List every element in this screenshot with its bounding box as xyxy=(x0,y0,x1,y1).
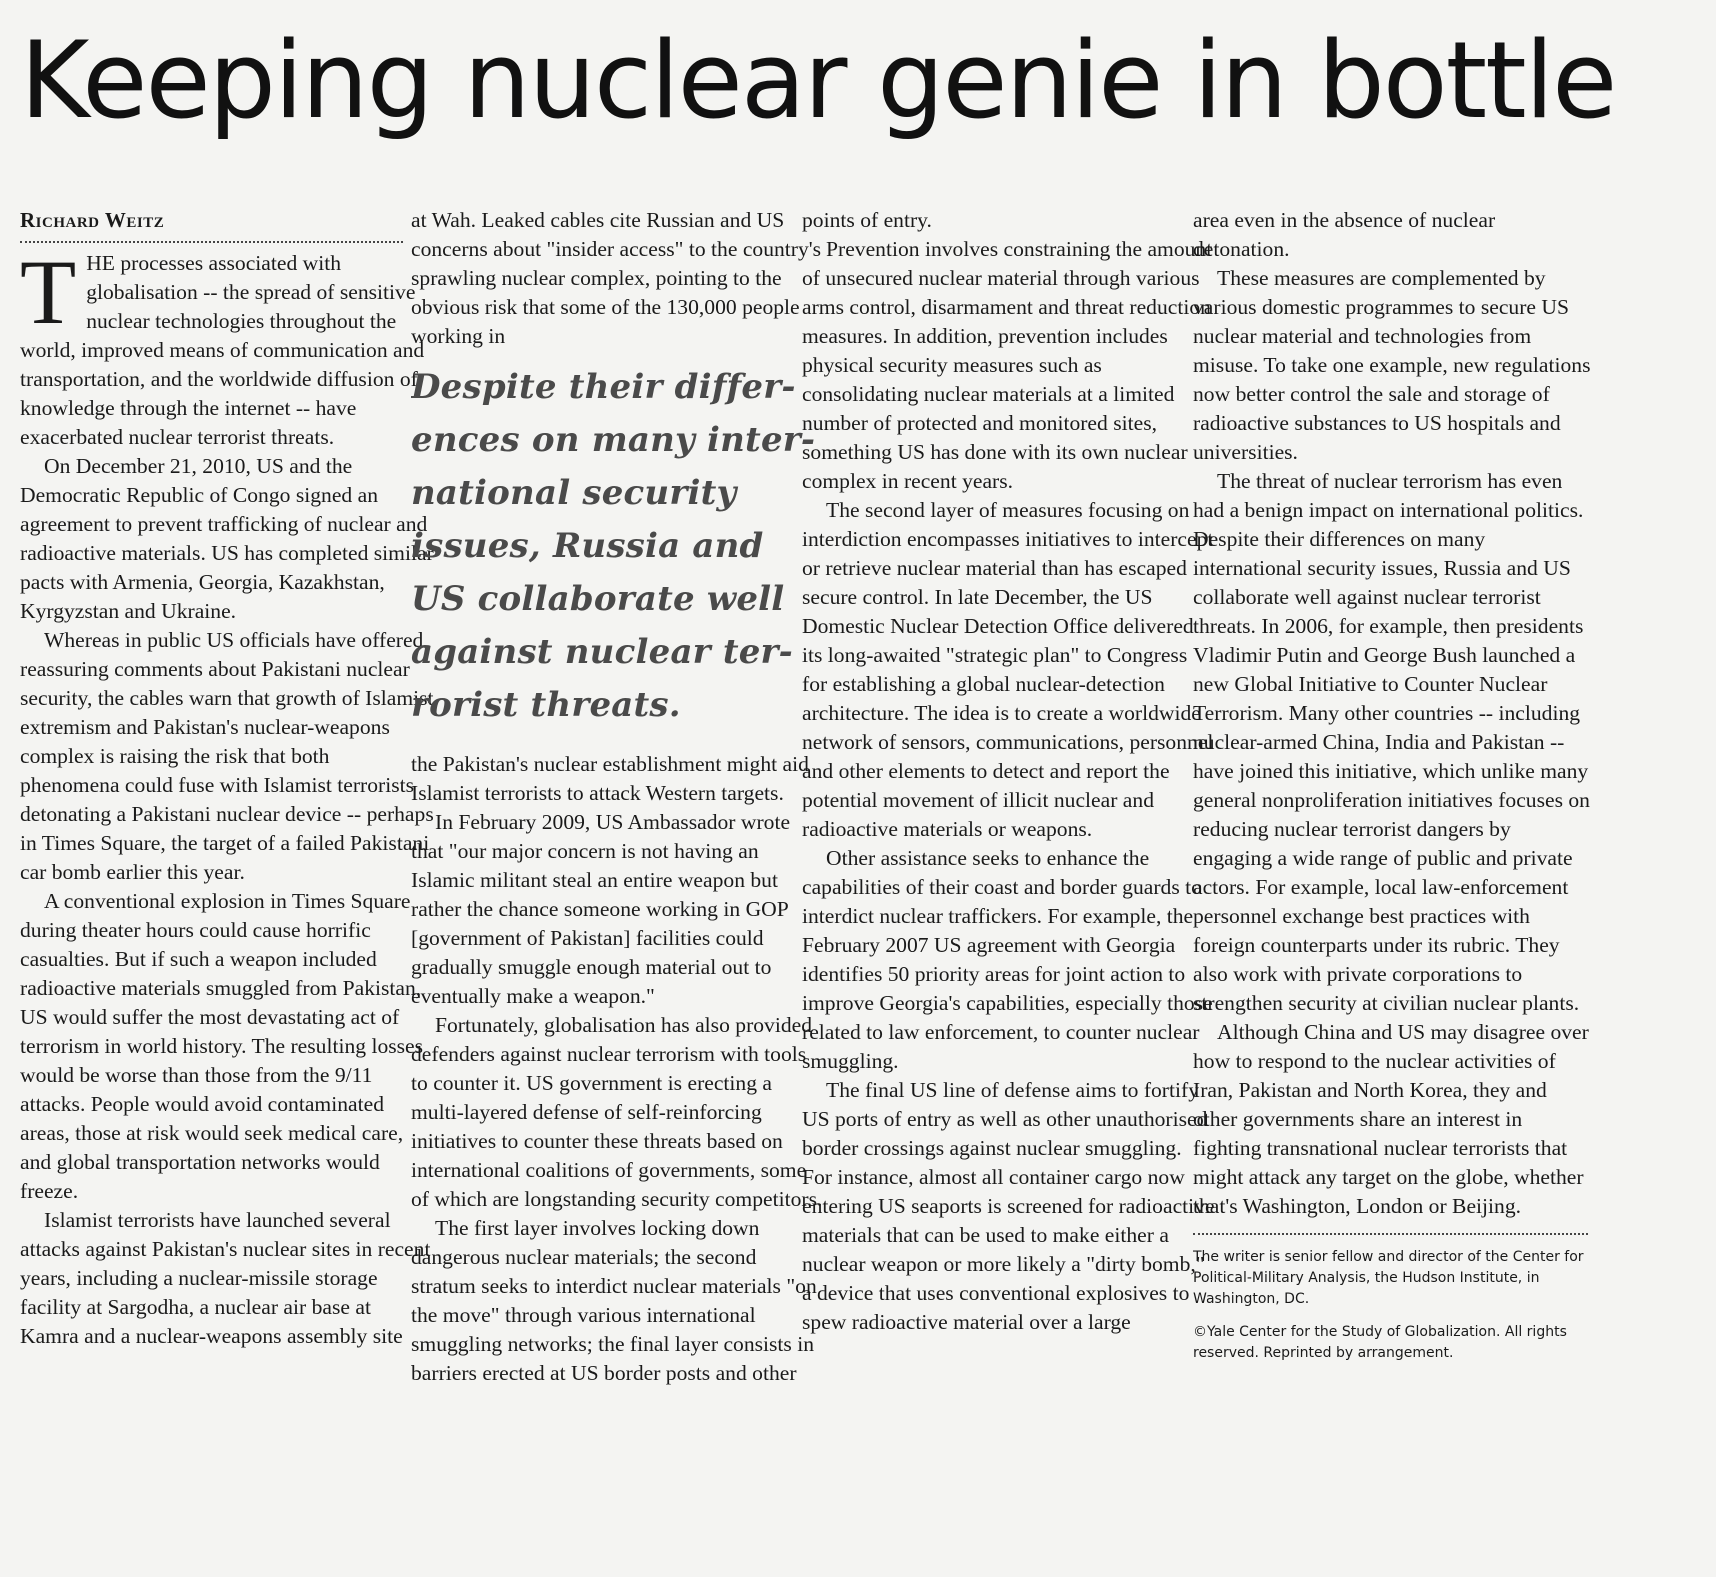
paragraph: The first layer involves locking down dangerous nuclear materials; the second stratum seeks to interdict nuclear materials "on the move" through various international smuggling networks; the final layer consists in barriers erected at US border posts and other xyxy=(411,1216,817,1385)
paragraph: Although China and US may disagree over how to respond to the nuclear activities of Iran, Pakistan and North Korea, they and other governments share an interest in fighting transnational nuclear terrorists that might attack any target on the globe, whether that's Washington, London or Beijing. xyxy=(1193,1020,1589,1218)
paragraph: Fortunately, globalisation has also provided defenders against nuclear terrorism with tools to counter it. US government is erecting a multi-layered defense of self-reinforcing initiatives to counter these threats based on international coalitions of governments, some of which are longstanding security competitors. xyxy=(411,1013,823,1211)
paragraph: The final US line of defense aims to fortify US ports of entry as well as other unauthorised border crossings against nuclear smuggling. For instance, almost all container cargo now entering US seaports is screened for radioactive materials that can be used to make either a nuclear weapon or more likely a "dirty bomb," a device that uses conventional explosives to spew radioactive material over a large xyxy=(802,1078,1215,1334)
paragraph: In February 2009, US Ambassador wrote that "our major concern is not having an Islamic militant steal an entire weapon but rather the chance someone working in GOP [government of Pakistan] facilities could gradually smuggle enough material out to eventually make a weapon." xyxy=(411,810,791,1008)
column-1 xyxy=(20,206,434,1577)
paragraph: The second layer of measures focusing on interdiction encompasses initiatives to intercept or retrieve nuclear material than has escaped secure control. In late December, the US Domestic Nuclear Detection Office delivered its long-awaited "strategic plan" to Congress for establishing a global nuclear-detection architecture. The idea is to create a worldwide network of sensors, communications, personnel and other elements to detect and report the potential movement of illicit nuclear and radioactive materials or weapons. xyxy=(802,498,1214,841)
pull-quote-line: national security xyxy=(411,473,737,513)
paragraph: THE processes associated with globalisation -- the spread of sensitive nuclear technologies throughout the world, improved means of communication and transportation, and the worldwide diffusion of knowledge through the internet -- have exacerbated nuclear terrorist threats. xyxy=(20,241,425,449)
column-3 xyxy=(802,206,1216,1577)
pull-quote-line: rorist threats. xyxy=(411,685,681,725)
paragraph: Islamist terrorists have launched several attacks against Pakistan's nuclear sites in recent years, including a nuclear-missile storage facility at Sargodha, a nuclear air base at Kamra and a nuclear-weapons assembly site xyxy=(20,1208,431,1348)
paragraph: On December 21, 2010, US and the Democratic Republic of Congo signed an agreement to prevent trafficking of nuclear and radioactive materials. US has completed similar pacts with Armenia, Georgia, Kazakhstan, Kyrgyzstan and Ukraine. xyxy=(20,454,434,623)
paragraph: These measures are complemented by various domestic programmes to secure US nuclear material and technologies from misuse. To take one example, new regulations now better control the sale and storage of radioactive substances to US hospitals and universities. xyxy=(1193,266,1591,464)
paragraph: Other assistance seeks to enhance the capabilities of their coast and border guards to interdict nuclear traffickers. For example, the February 2007 US agreement with Georgia identifies 50 priority areas for joint action to improve Georgia's capabilities, especially those related to law enforcement, to counter nuclear smuggling. xyxy=(802,846,1213,1073)
column-2 xyxy=(411,206,825,1577)
paragraph: Prevention involves constraining the amount of unsecured nuclear material through various arms control, disarmament and threat reduction measures. In addition, prevention includes physical security measures such as consolidating nuclear materials at a limited number of protected and monitored sites, something US has done with its own nuclear complex in recent years. xyxy=(802,237,1213,493)
paragraph: Whereas in public US officials have offered reassuring comments about Pakistani nuclear security, the cables warn that growth of Islamist extremism and Pakistan's nuclear-weapons complex is raising the risk that both phenomena could fuse with Islamist terrorists detonating a Pakistani nuclear device -- perhaps in Times Square, the target of a failed Pakistani car bomb earlier this year. xyxy=(20,628,434,884)
paragraph: points of entry. xyxy=(802,208,932,232)
column-4 xyxy=(1193,206,1593,1577)
pull-quote xyxy=(411,361,825,732)
paragraph: at Wah. Leaked cables cite Russian and US concerns about "insider access" to the country's sprawling nuclear complex, pointing to the obvious risk that some of the 130,000 people working in xyxy=(411,208,822,348)
paragraph: The threat of nuclear terrorism has even had a benign impact on international politics. Despite their differences on many international security issues, Russia and US collaborate well against nuclear terrorist threats. In 2006, for example, then presidents Vladimir Putin and George Bush launched a new Global Initiative to Counter Nuclear Terrorism. Many other countries -- including nuclear-armed China, India and Pakistan -- have joined this initiative, which unlike many general nonproliferation initiatives focuses on reducing nuclear terrorist dangers by engaging a wide range of public and private actors. For example, local law-enforcement personnel exchange best practices with foreign counterparts under its rubric. They also work with private corporations to strengthen security at civilian nuclear plants. xyxy=(1193,469,1590,1015)
pull-quote-line: US collaborate well xyxy=(411,579,785,619)
byline: Richard Weitz xyxy=(20,206,403,243)
pull-quote-line: issues, Russia and xyxy=(411,526,764,566)
author-credit xyxy=(1193,1233,1588,1364)
pull-quote-line: ences on many inter- xyxy=(411,420,816,460)
drop-cap: T xyxy=(20,241,77,343)
author-bio: The writer is senior fellow and director of the Center for Political-Military Analysis, the Hudson Institute, in Washington, DC. xyxy=(1193,1249,1584,1307)
headline: Keeping nuclear genie in bottle xyxy=(20,19,1616,142)
paragraph: A conventional explosion in Times Square during theater hours could cause horrific casualties. But if such a weapon included radioactive materials smuggled from Pakistan, US would suffer the most devastating act of terrorism in world history. The resulting losses would be worse than those from the 9/11 attacks. People would avoid contaminated areas, those at risk would seek medical care, and global transportation networks would freeze. xyxy=(20,889,424,1203)
pull-quote-line: against nuclear ter- xyxy=(411,632,793,672)
article-body xyxy=(20,206,1710,1577)
paragraph: area even in the absence of nuclear detonation. xyxy=(1193,208,1496,261)
copyright-notice: ©Yale Center for the Study of Globalization. All rights reserved. Reprinted by arrangement. xyxy=(1193,1324,1567,1361)
pull-quote-line: Despite their differ- xyxy=(411,367,796,407)
paragraph: the Pakistan's nuclear establishment might aid Islamist terrorists to attack Western targets. xyxy=(411,752,809,805)
